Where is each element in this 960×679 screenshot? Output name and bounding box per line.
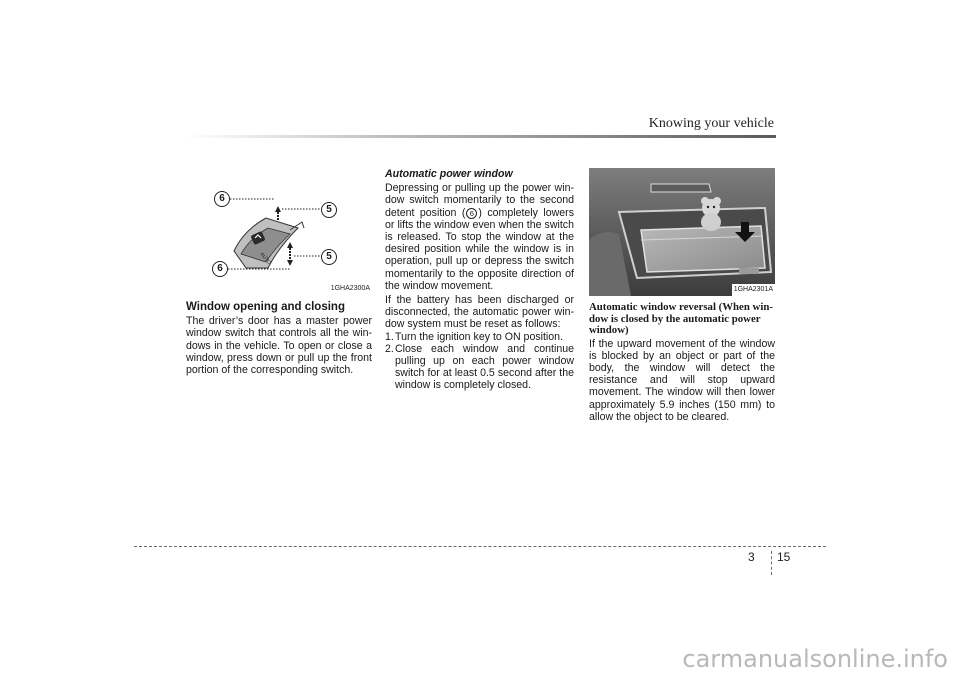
circled-number: 6 xyxy=(466,208,477,219)
step-number: 1. xyxy=(385,330,394,343)
footer-rule xyxy=(134,546,826,547)
page-number xyxy=(748,550,755,564)
column-3 xyxy=(589,168,775,423)
callout-5-top: 5 xyxy=(321,202,337,218)
body-text: The driver’s door has a master power window switch that controls all the win-dows in the vehicle. To open or close a window, press down or pull up the front portion of the corresponding switch. xyxy=(186,315,372,377)
reset-steps xyxy=(385,331,574,392)
figure-1-label: 1GHA2300A xyxy=(330,284,370,292)
column-1 xyxy=(186,168,372,376)
subsection-title: Automatic window reversal (When win-dow is closed by the automatic power window) xyxy=(589,301,773,336)
paragraph-text-b: ) completely lowers or lifts the window even when the switch is released. To stop the window at the desired position while the window is in operation, pull up or depress the switch momentarily to the opposite direction of the window movement. xyxy=(385,206,574,292)
car-window-photo xyxy=(589,168,775,296)
header-rule xyxy=(186,135,776,138)
step-text: Close each window and continue pulling up on each power window switch for at least 0.5 second after the window is completely closed. xyxy=(395,342,574,392)
window-switch-illustration xyxy=(186,168,372,296)
section-title: Knowing your vehicle xyxy=(648,116,774,131)
callout-5-bottom: 5 xyxy=(321,249,337,265)
callout-6-bottom: 6 xyxy=(212,261,228,277)
window-switch-figure xyxy=(186,168,372,296)
page-separator xyxy=(771,551,772,575)
section-heading: Window opening and closing xyxy=(186,301,345,313)
column-2 xyxy=(385,168,574,392)
paragraph-text-a: Depressing or pulling up the power win-dow switch momentarily to the second detent position ( xyxy=(385,182,574,219)
paragraph-reset: If the battery has been discharged or disconnected, the automatic power win-dow system must be reset as follows: xyxy=(385,294,574,331)
window-reversal-figure xyxy=(589,168,775,296)
list-item xyxy=(385,331,574,343)
svg-text:AUTO: AUTO xyxy=(258,251,272,266)
paragraph-automatic xyxy=(385,182,574,292)
subsection-title: Automatic power window xyxy=(385,168,513,180)
chapter-number: 3 xyxy=(748,550,755,564)
list-item xyxy=(385,343,574,392)
callout-6-top: 6 xyxy=(214,191,230,207)
page-number-value: 15 xyxy=(777,550,791,564)
step-text: Turn the ignition key to ON position. xyxy=(395,330,564,343)
figure-2-label: 1GHA2301A xyxy=(732,284,775,296)
step-number: 2. xyxy=(385,342,394,355)
watermark: carmanualsonline.info xyxy=(682,645,948,673)
body-text: If the upward movement of the window is blocked by an object or part of the body, the window will detect the resistance and will stop upward movement. The window will then lower approximately 5.9 inches (150 mm) to allow the object to be cleared. xyxy=(589,337,775,423)
